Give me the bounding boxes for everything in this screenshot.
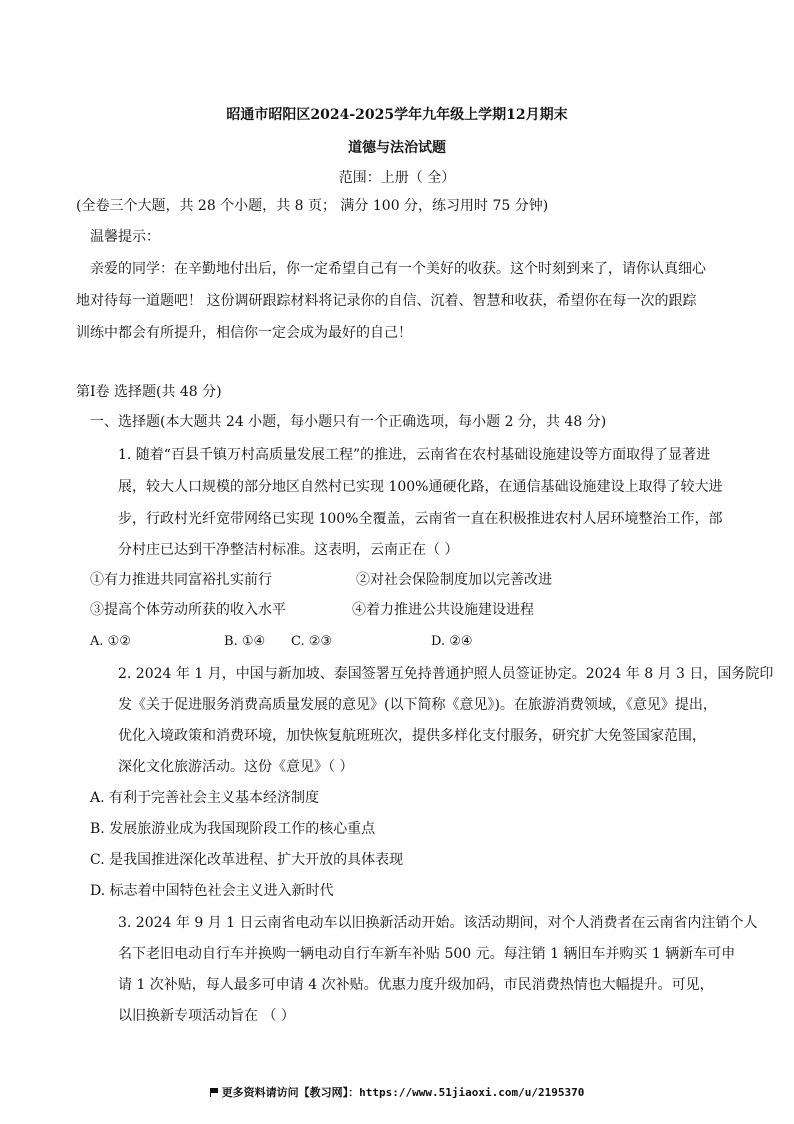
- question-1-line: 步，行政村光纤宽带网络已实现 100%全覆盖，云南省一直在积极推进农村人居环境整治工作，部: [118, 511, 723, 527]
- question-2-line: 发《关于促进服务消费高质量发展的意见》(以下简称《意见》)。在旅游消费领域，《意见》提出，: [118, 697, 717, 713]
- question-1-answer-d: D. ②④: [431, 634, 473, 649]
- question-2-option-a: A. 有利于完善社会主义基本经济制度: [90, 790, 320, 806]
- question-2-option-c: C. 是我国推进深化改革进程、扩大开放的具体表现: [90, 852, 404, 868]
- question-3-line: 3. 2024 年 9 月 1 日云南省电动车以旧换新活动开始。该活动期间，对个人消费者在云南省内注销个人: [118, 915, 758, 931]
- question-1-statement: ③提高个体劳动所获的收入水平: [90, 602, 286, 618]
- question-1-statement: ②对社会保险制度加以完善改进: [356, 572, 552, 588]
- question-1-line: 1. 随着“百县千镇万村高质量发展工程”的推进，云南省在农村基础设施建设等方面取得了显著进: [118, 447, 711, 463]
- exam-title: 昭通市昭阳区2024-2025学年九年级上学期12月期末: [226, 107, 568, 123]
- flag-icon: [210, 1088, 218, 1097]
- question-1-answer-c: C. ②③: [291, 634, 333, 649]
- tips-label: 温馨提示：: [90, 229, 160, 245]
- footer-link[interactable]: [0, 1084, 794, 1100]
- question-2-line: 深化文化旅游活动。这份《意见》（ ）: [118, 759, 354, 775]
- question-2-option-b: B. 发展旅游业成为我国现阶段工作的核心重点: [90, 821, 376, 837]
- question-1-answer-a: A. ①②: [90, 634, 131, 649]
- exam-note: (全卷三个大题，共 28 个小题，共 8 页； 满分 100 分，练习用时 75 分钟): [76, 198, 549, 214]
- section-heading: 一、选择题(本大题共 24 小题，每小题只有一个正确选项，每小题 2 分，共 48 分): [90, 414, 607, 430]
- question-2-option-d: D. 标志着中国特色社会主义进入新时代: [90, 883, 334, 899]
- question-2-line: 2. 2024 年 1 月，中国与新加坡、泰国签署互免持普通护照人员签证协定。2024 年 8 月 3 日，国务院印: [118, 666, 774, 682]
- question-1-statement: ①有力推进共同富裕扎实前行: [90, 572, 272, 588]
- question-1-line: 分村庄已达到干净整洁村标准。这表明，云南正在（ ）: [118, 542, 459, 558]
- question-3-line: 请 1 次补贴，每人最多可申请 4 次补贴。优惠力度升级加码，市民消费热情也大幅提升。可见，: [118, 977, 714, 993]
- tips-line: 亲爱的同学：在辛勤地付出后，你一定希望自己有一个美好的收获。这个时刻到来了，请你认真细心: [90, 261, 706, 277]
- tips-line: 训练中都会有所提升，相信你一定会成为最好的自己！: [76, 325, 412, 341]
- question-3-line: 以旧换新专项活动旨在 （ ）: [118, 1008, 295, 1024]
- question-1-line: 展，较大人口规模的部分地区自然村已实现 100%通硬化路，在通信基础设施建设上取得了较大进: [118, 479, 723, 495]
- question-1-statement: ④着力推进公共设施建设进程: [352, 602, 534, 618]
- footer-text[interactable]: 更多资料请访问【教习网】：https://www.51jiaoxi.com/u/2195370: [221, 1086, 585, 1099]
- question-1-answer-b: B. ①④: [224, 634, 266, 649]
- question-3-line: 名下老旧电动自行车并换购一辆电动自行车新车补贴 500 元。每注销 1 辆旧车并购买 1 辆新车可申: [118, 946, 736, 962]
- exam-scope: 范围：上册（ 全）: [338, 170, 456, 186]
- part-heading: 第Ⅰ卷 选择题(共 48 分): [76, 384, 222, 400]
- exam-subtitle: 道德与法治试题: [348, 140, 446, 156]
- question-2-line: 优化入境政策和消费环境，加快恢复航班班次，提供多样化支付服务，研究扩大免签国家范围，: [118, 728, 706, 744]
- tips-line: 地对待每一道题吧！ 这份调研跟踪材料将记录你的自信、沉着、智慧和收获，希望你在每一次的跟踪: [76, 293, 697, 309]
